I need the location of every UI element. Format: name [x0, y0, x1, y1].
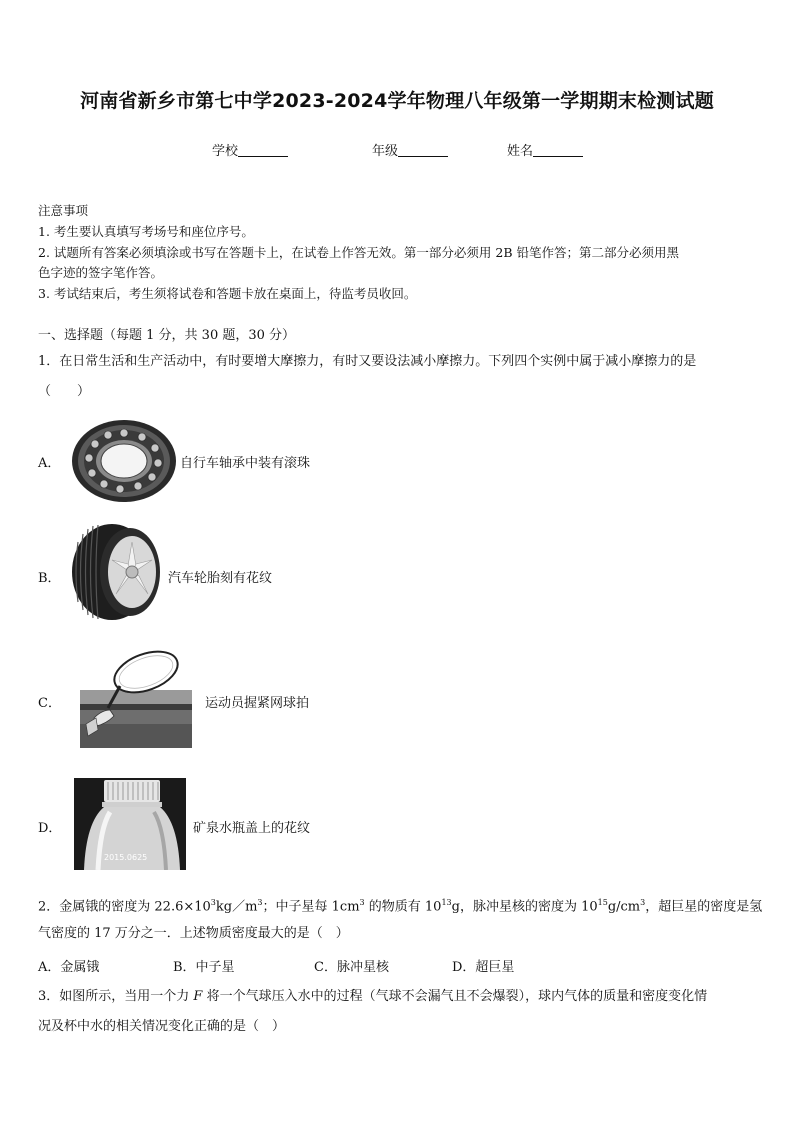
- notice-item: 3. 考试结束后，考生须将试卷和答题卡放在桌面上，待监考员收回。: [38, 286, 417, 301]
- question-3-line-2: 况及杯中水的相关情况变化正确的是（ ）: [38, 1019, 286, 1034]
- q3-text-a: 3．如图所示，当用一个力: [38, 989, 194, 1004]
- q2-text-6: g/cm: [607, 899, 641, 915]
- name-label: 姓名: [507, 144, 534, 159]
- option-b-letter[interactable]: B．: [38, 571, 61, 586]
- q2-exp-1: 3: [210, 898, 216, 907]
- q3-force-symbol: F: [193, 989, 203, 1004]
- choice-a[interactable]: A．金属锇: [38, 960, 100, 975]
- option-a-text: 自行车轴承中装有滚珠: [180, 456, 311, 471]
- school-field[interactable]: [212, 140, 288, 159]
- school-label: 学校: [212, 144, 239, 159]
- name-blank[interactable]: [533, 142, 583, 157]
- notice-item: 1. 考生要认真填写考场号和座位序号。: [38, 224, 254, 239]
- section-heading: 一、选择题（每题 1 分，共 30 题，30 分）: [38, 328, 296, 343]
- q2-exp-3: 3: [359, 898, 365, 907]
- option-b-text: 汽车轮胎刻有花纹: [168, 571, 273, 586]
- q2-text-5: g，脉冲星核的密度为 10: [451, 899, 598, 915]
- notice-item: 2. 试题所有答案必须填涂或书写在答题卡上，在试卷上作答无效。第一部分必须用 2B 铅笔作答；第二部分必须用黑: [38, 245, 679, 260]
- notice-heading: 注意事项: [38, 203, 89, 218]
- q2-exp-2: 3: [257, 898, 263, 907]
- question-2-stem: [38, 893, 762, 917]
- bearing-image: [70, 418, 178, 504]
- q2-exp-6: 3: [640, 898, 646, 907]
- option-d-text: 矿泉水瓶盖上的花纹: [193, 821, 311, 836]
- question-1-paren: （ ）: [38, 384, 91, 399]
- name-field[interactable]: [507, 140, 583, 159]
- option-c-letter[interactable]: C．: [38, 696, 61, 711]
- grade-blank[interactable]: [398, 142, 448, 157]
- choice-b[interactable]: B．中子星: [173, 960, 235, 975]
- question-2-line-2: 气密度的 17 万分之一．上述物质密度最大的是（ ）: [38, 926, 349, 941]
- tennis-racket-image: [80, 650, 192, 748]
- choice-c[interactable]: C．脉冲星核: [314, 960, 389, 975]
- q3-text-b: 将一个气球压入水中的过程（气球不会漏气且不会爆裂），球内气体的质量和密度变化情: [202, 989, 708, 1004]
- school-blank[interactable]: [238, 142, 288, 157]
- question-3-stem: [38, 987, 707, 1007]
- option-a-letter[interactable]: A．: [38, 456, 61, 471]
- q2-text-2: kg／m: [215, 899, 258, 915]
- q2-text-4: 的物质有 10: [364, 899, 442, 915]
- grade-label: 年级: [372, 144, 399, 159]
- option-d-letter[interactable]: D．: [38, 821, 62, 836]
- q2-exp-5: 15: [597, 898, 608, 907]
- bottle-stamp: 2015.0625: [104, 853, 148, 862]
- notice-item: 色字迹的签字笔作答。: [38, 265, 164, 280]
- grade-field[interactable]: [372, 140, 448, 159]
- choice-d[interactable]: D．超巨星: [452, 960, 515, 975]
- q2-text-1: 2．金属锇的密度为 22.6×10: [38, 899, 211, 915]
- q2-text-3: ；中子星每 1cm: [262, 899, 360, 915]
- tire-image: [70, 522, 162, 622]
- page-title: 河南省新乡市第七中学2023-2024学年物理八年级第一学期期末检测试题: [80, 90, 714, 112]
- water-bottle-image: [74, 778, 186, 870]
- question-1-stem: 1．在日常生活和生产活动中，有时要增大摩擦力，有时又要设法减小摩擦力。下列四个实例中属于减小摩擦力的是: [38, 354, 697, 369]
- q2-exp-4: 13: [441, 898, 452, 907]
- q2-text-7: ，超巨星的密度是氢: [645, 899, 763, 915]
- option-c-text: 运动员握紧网球拍: [205, 696, 310, 711]
